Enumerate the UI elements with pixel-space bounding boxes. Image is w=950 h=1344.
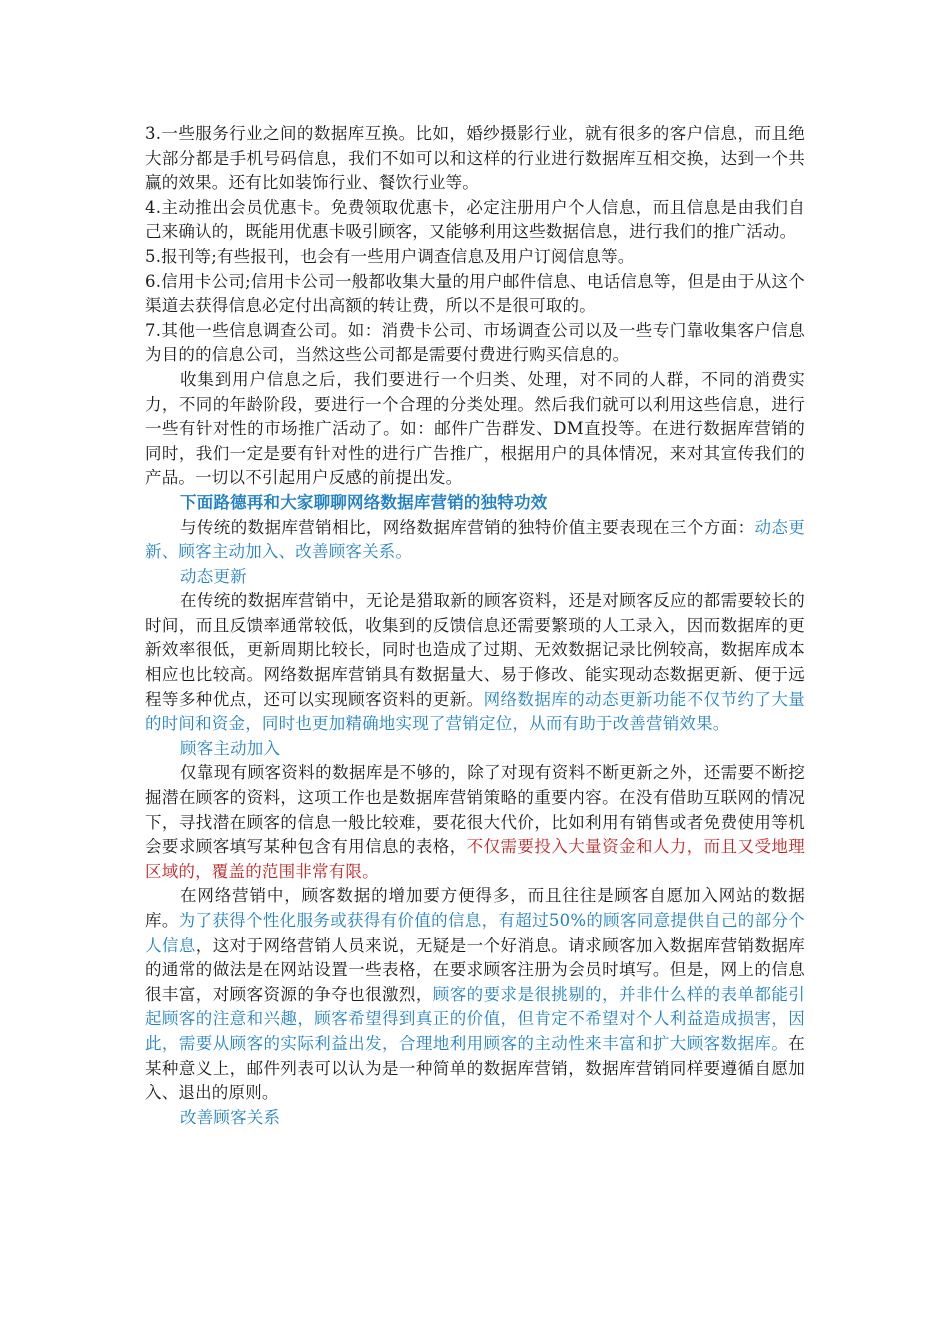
list-item-6: 6.信用卡公司;信用卡公司一般都收集大量的用户邮件信息、电话信息等，但是由于从这个渠道去获得信息必定付出高额的转让费，所以不是很可取的。 <box>145 271 805 316</box>
list-item-3: 3.一些服务行业之间的数据库互换。比如，婚纱摄影行业，就有很多的客户信息，而且绝大部分都是手机号码信息，我们不如可以和这样的行业进行数据库互相交换，达到一个共赢的效果。还有比如装饰行业、餐饮行业等。 <box>145 124 805 193</box>
paragraph-collect: 收集到用户信息之后，我们要进行一个归类、处理，对不同的人群，不同的消费实力，不同的年龄阶段，要进行一个合理的分类处理。然后我们就可以利用这些信息，进行一些有针对性的市场推广活动了。如：邮件广告群发、DM直投等。在进行数据库营销的同时，我们一定是要有针对性的进行广告推广，根据用户的具体情况，来对其宣传我们的产品。一切以不引起用户反感的前提出发。 <box>145 369 805 488</box>
join-text-2c: 在某种意义上，邮件列表可以认为是一种简单的数据库营销，数据库营销同样要遵循自愿加入、退出的原则。 <box>145 1033 805 1103</box>
join-text-2a: 在网络营销中，顾客数据的增加要方便得多，而且往往是顾客自愿加入网站的数据库。 <box>145 886 805 930</box>
join-text-2b: ，这对于网络营销人员来说，无疑是一个好消息。请求顾客加入数据库营销数据库的通常的做法是在网站设置一些表格，在要求顾客注册为会员时填写。但是，网上的信息很丰富，对顾客资源的争夺也很激烈， <box>145 935 805 1004</box>
subheading-dynamic: 动态更新 <box>180 566 247 586</box>
dynamic-text: 在传统的数据库营销中，无论是猎取新的顾客资料，还是对顾客反应的都需要较长的时间，而且反馈率通常较低，收集到的反馈信息还需要繁琐的人工录入，因而数据库的更新效率很低，更新周期比较长，同时也造成了过期、无效数据记录比例较高，数据库成本相应也比较高。网络数据库营销具有数据量大、易于修改、能实现动态数据更新、便于远程等多种优点，还可以实现顾客资料的更新。 <box>145 591 805 709</box>
paragraph-intro <box>145 516 805 565</box>
list-item-4: 4.主动推出会员优惠卡。免费领取优惠卡，必定注册用户个人信息，而且信息是由我们自己来确认的，既能用优惠卡吸引顾客，又能够利用这些数据信息，进行我们的推广活动。 <box>145 197 805 242</box>
dynamic-highlight: 网络数据库的动态更新功能不仅节约了大量的时间和资金，同时也更加精确地实现了营销定位，从而有助于改善营销效果。 <box>145 689 805 734</box>
section-title: 下面路德再和大家聊聊网络数据库营销的独特功效 <box>180 492 548 512</box>
subheading-relation: 改善顾客关系 <box>180 1107 281 1127</box>
list-item-5: 5.报刊等;有些报刊，也会有一些用户调查信息及用户订阅信息等。 <box>145 246 635 266</box>
subheading-join: 顾客主动加入 <box>180 738 281 758</box>
join-blue-highlight-2: 顾客的要求是很挑剔的，并非什么样的表单都能引起顾客的注意和兴趣，顾客希望得到真正的价值，但肯定不希望对个人利益造成损害，因此，需要从顾客的实际利益出发，合理地利用顾客的主动性来丰富和扩大顾客数据库。 <box>145 984 805 1053</box>
intro-text: 与传统的数据库营销相比，网络数据库营销的独特价值主要表现在三个方面： <box>180 517 755 537</box>
join-text-1: 仅靠现有顾客资料的数据库是不够的，除了对现有资料不断更新之外，还需要不断挖掘潜在顾客的资料，这项工作也是数据库营销策略的重要内容。在没有借助互联网的情况下，寻找潜在顾客的信息一般比较难，要花很大代价，比如利用有销售或者免费使用等机会要求顾客填写某种包含有用信息的表格， <box>145 763 805 857</box>
paragraph-join-1 <box>145 761 805 884</box>
document-body <box>145 122 805 1130</box>
join-red-highlight: 不仅需要投入大量资金和人力，而且又受地理区域的，覆盖的范围非常有限。 <box>145 837 806 881</box>
join-blue-highlight-1: 为了获得个性化服务或获得有价值的信息，有超过50%的顾客同意提供自己的部分个人信息 <box>145 911 805 955</box>
paragraph-dynamic <box>145 589 805 737</box>
list-item-7: 7.其他一些信息调查公司。如：消费卡公司、市场调查公司以及一些专门靠收集客户信息为目的的信息公司，当然这些公司都是需要付费进行购买信息的。 <box>145 320 805 365</box>
intro-highlight: 动态更新、顾客主动加入、改善顾客关系。 <box>145 517 805 562</box>
paragraph-join-2 <box>145 884 805 1105</box>
